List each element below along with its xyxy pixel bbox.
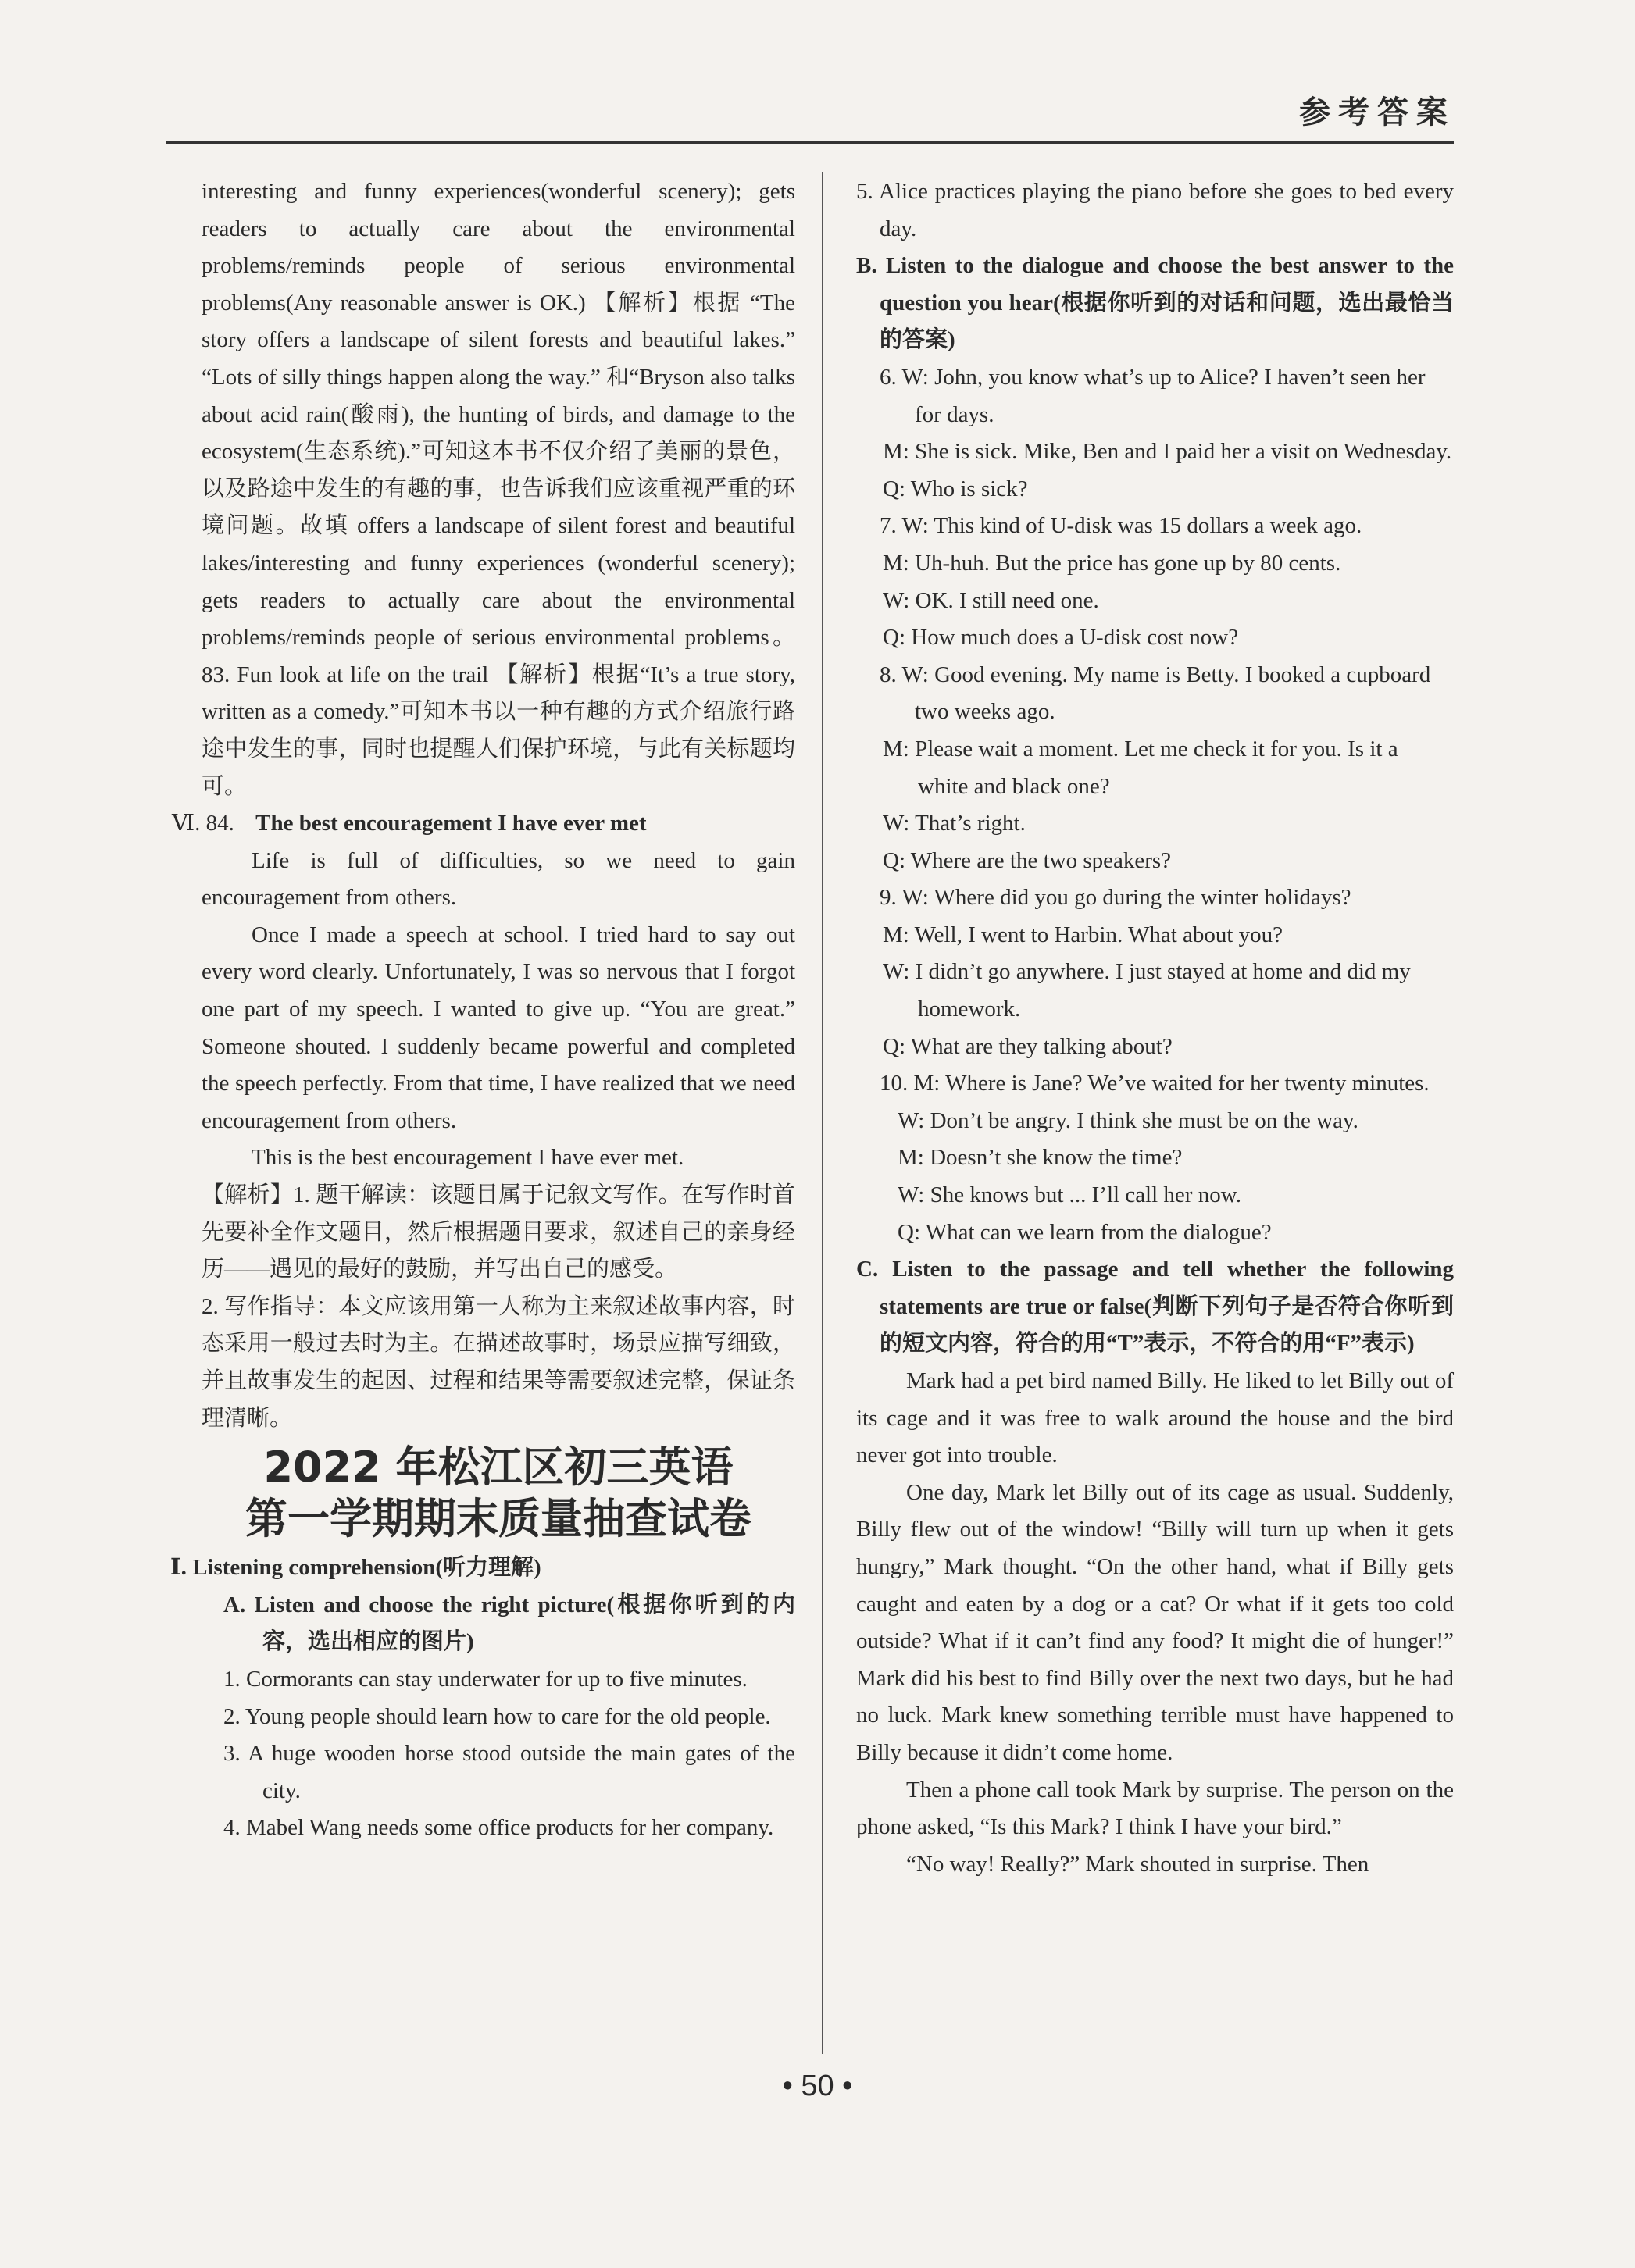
dialogue-line: 8. W: Good evening. My name is Betty. I booked a cupboard two weeks ago.: [880, 662, 1431, 725]
list-item: 3. A huge wooden horse stood outside the main gates of the city.: [223, 1741, 795, 1803]
dialogue-line: W: That’s right.: [883, 811, 1026, 836]
page-number: • 50 •: [782, 2070, 853, 2102]
essay-paragraph-3: This is the best encouragement I have ever met.: [252, 1145, 684, 1171]
left-column: [170, 173, 795, 1847]
dialogue-line: 7. W: This kind of U-disk was 15 dollars a week ago.: [880, 513, 1362, 539]
dialogue-line: Q: How much does a U-disk cost now?: [883, 625, 1239, 651]
list-item: 5. Alice practices playing the piano before she goes to bed every day.: [856, 179, 1454, 241]
analysis-paragraph-1: 【解析】1. 题干解读：该题目属于记叙文写作。在写作时首先要补全作文题目，然后根据题目要求，叙述自己的亲身经历——遇见的最好的鼓励，并写出自己的感受。: [202, 1182, 795, 1282]
dialogue-line: W: OK. I still need one.: [883, 587, 1099, 613]
dialogue-line: M: Well, I went to Harbin. What about you?: [883, 922, 1283, 947]
section-heading-b: B. Listen to the dialogue and choose the best answer to the question you hear(根据你听到的对话和问题，选出最恰当的答案): [856, 253, 1454, 353]
dialogue-line: M: Please wait a moment. Let me check it for you. Is it a white and black one?: [883, 736, 1398, 799]
essay-paragraph-2: Once I made a speech at school. I tried hard to say out every word clearly. Unfortunately, I was so nervous that I forgot one part of my speech. I wanted to give up. “You are great.” Someone shouted. I suddenly became powerful and completed the speech perfectly. From that time, I have realized that we need encouragement from others.: [202, 922, 795, 1133]
dialogue-line: M: She is sick. Mike, Ben and I paid her a visit on Wednesday.: [883, 439, 1452, 465]
exam-title-line-2: 第一学期期末质量抽查试卷: [245, 1494, 751, 1544]
column-divider: [822, 172, 823, 2054]
analysis-paragraph-2: 2. 写作指导：本文应该用第一人称为主来叙述故事内容，时态采用一般过去时为主。在描述故事时，场景应描写细致，并且故事发生的起因、过程和结果等需要叙述完整，保证条理清晰。: [202, 1293, 795, 1431]
list-item: 1. Cormorants can stay underwater for up to five minutes.: [223, 1666, 748, 1692]
header-rule: [166, 141, 1454, 144]
header-title: 参考答案: [1299, 94, 1455, 130]
story-paragraph-1: Mark had a pet bird named Billy. He liked to let Billy out of its cage and it was free to walk around the house and the bird never got into trouble.: [856, 1368, 1454, 1468]
dialogue-line: 9. W: Where did you go during the winter holidays?: [880, 885, 1351, 911]
exam-title: [202, 1442, 795, 1545]
story-paragraph-2: One day, Mark let Billy out of its cage as usual. Suddenly, Billy flew out of the window! “Billy will turn up when it gets hungry,” Mark thought. “On the other hand, what if Billy gets caught and eaten by a dog or a cat? Or what if it gets too cold outside? What if it can’t find any food? It might die of hunger!” Mark did his best to find Billy over the next two days, but he had no luck. Mark knew something terrible must have happened to Billy because it didn’t come home.: [856, 1479, 1454, 1765]
answer-paragraph: interesting and funny experiences(wonderful scenery); gets readers to actually care about the environmental problems/reminds people of serious environmental problems(Any reasonable answer is OK.) 【解析】根据 “The story offers a landscape of silent forests and beautiful lakes.” “Lots of silly things happen along the way.” 和“Bryson also talks about acid rain(酸雨), the hunting of birds, and damage to the ecosystem(生态系统).”可知这本书不仅介绍了美丽的景色，以及路途中发生的有趣的事，也告诉我们应该重视严重的环境问题。故填 offers a landscape of silent forest and beautiful lakes/interesting and funny experiences (wonderful scenery); gets readers to actually care about the environmental problems/reminds people of serious environmental problems。 83. Fun look at life on the trail 【解析】根据“It’s a true story, written as a comedy.”可知本书以一种有趣的方式介绍旅行路途中发生的事，同时也提醒人们保护环境，与此有关标题均可。: [202, 179, 795, 799]
right-column: [856, 173, 1454, 1883]
dialogue-line: W: She knows but ... I’ll call her now.: [898, 1182, 1242, 1208]
writing-number: Ⅵ. 84.: [172, 811, 234, 836]
dialogue-line: M: Uh-huh. But the price has gone up by 80 cents.: [883, 550, 1341, 576]
list-item: 2. Young people should learn how to care for the old people.: [223, 1703, 771, 1729]
section-heading-listening: Ⅰ. Listening comprehension(听力理解): [170, 1555, 541, 1581]
writing-heading: [172, 805, 795, 843]
story-paragraph-4: “No way! Really?” Mark shouted in surprise. Then: [906, 1851, 1369, 1877]
dialogue-line: Q: What can we learn from the dialogue?: [898, 1219, 1272, 1245]
dialogue-line: M: Doesn’t she know the time?: [898, 1145, 1183, 1171]
dialogue-line: Q: Who is sick?: [883, 476, 1028, 501]
list-item: 4. Mabel Wang needs some office products for her company.: [223, 1815, 774, 1841]
dialogue-line: 10. M: Where is Jane? We’ve waited for her twenty minutes.: [880, 1071, 1430, 1097]
exam-title-line-1: 2022 年松江区初三英语: [263, 1442, 734, 1492]
dialogue-line: Q: What are they talking about?: [883, 1033, 1173, 1059]
dialogue-line: 6. W: John, you know what’s up to Alice? I haven’t seen her for days.: [880, 364, 1426, 427]
section-heading-c: C. Listen to the passage and tell whether the following statements are true or false(判断下列句子是否符合你听到的短文内容，符合的用“T”表示，不符合的用“F”表示): [856, 1257, 1454, 1357]
story-paragraph-3: Then a phone call took Mark by surprise. The person on the phone asked, “Is this Mark? I think I have your bird.”: [856, 1777, 1454, 1840]
dialogue-line: W: I didn’t go anywhere. I just stayed at home and did my homework.: [883, 959, 1411, 1022]
dialogue-line: Q: Where are the two speakers?: [883, 847, 1172, 873]
essay-paragraph-1: Life is full of difficulties, so we need to gain encouragement from others.: [202, 847, 795, 911]
writing-title: The best encouragement I have ever met: [255, 811, 647, 836]
dialogue-line: W: Don’t be angry. I think she must be on the way.: [898, 1107, 1358, 1133]
section-heading-a: A. Listen and choose the right picture(根据你听到的内容，选出相应的图片): [223, 1592, 795, 1655]
